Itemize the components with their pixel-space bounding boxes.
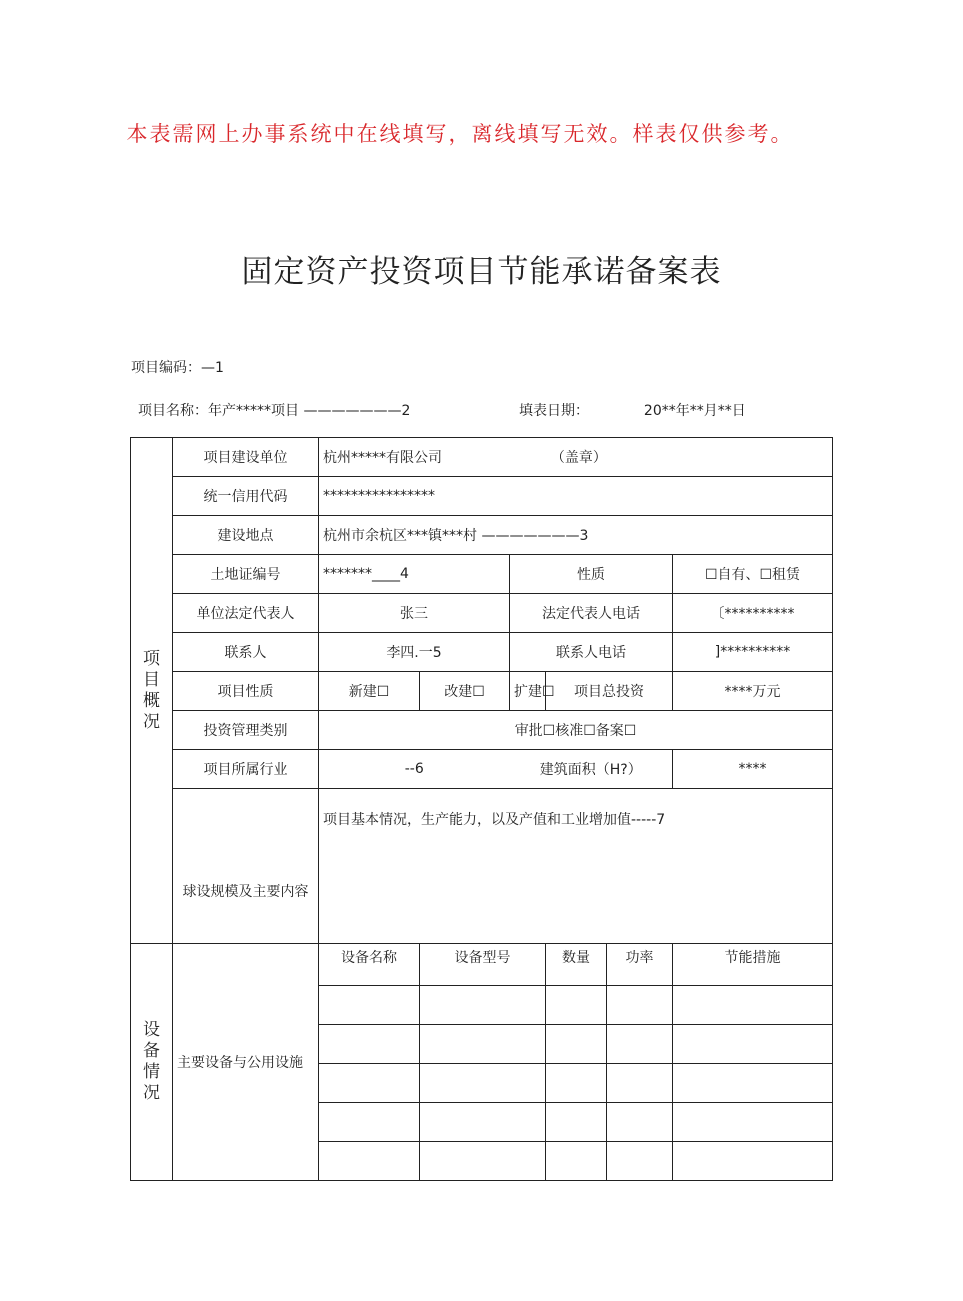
online-fill-notice: 本表需网上办事系统中在线填写，离线填写无效。样表仅供参考。	[126, 122, 794, 146]
header-equipment-name: 设备名称	[319, 944, 420, 986]
legal-phone-label: 法定代表人电话	[510, 594, 673, 633]
power-cell[interactable]	[607, 1025, 673, 1064]
contact-phone-label: 联系人电话	[510, 633, 673, 672]
site-value[interactable]: 杭州市余杭区***镇***村 ———————3	[319, 516, 833, 555]
area-value[interactable]: ****	[673, 750, 833, 789]
quantity-cell[interactable]	[546, 1103, 607, 1142]
site-label: 建设地点	[173, 516, 319, 555]
fill-date-label: 填表日期：	[519, 403, 589, 419]
header-equipment-model: 设备型号	[420, 944, 546, 986]
equipment-name-cell[interactable]	[319, 1142, 420, 1181]
energy-commitment-form	[130, 437, 833, 1181]
credit-label: 统一信用代码	[173, 477, 319, 516]
project-name: 项目名称：年产*****项目 ———————2	[138, 403, 411, 419]
equipment-model-cell[interactable]	[420, 1064, 546, 1103]
industry-value[interactable]: --6	[319, 750, 510, 789]
area-label: 建筑面积（H?）	[510, 750, 673, 789]
fill-date-value: 20**年**月**日	[643, 403, 746, 419]
equipment-name-cell[interactable]	[319, 1064, 420, 1103]
measures-cell[interactable]	[673, 1103, 833, 1142]
expand-checkbox[interactable]: 扩建☐	[510, 672, 546, 711]
contact-value[interactable]: 李四.一5	[319, 633, 510, 672]
equipment-model-cell[interactable]	[420, 1103, 546, 1142]
fill-date	[519, 400, 746, 420]
header-energy-measures: 节能措施	[673, 944, 833, 986]
rebuild-checkbox[interactable]: 改建☐	[420, 672, 510, 711]
quantity-cell[interactable]	[546, 1142, 607, 1181]
quantity-cell[interactable]	[546, 1025, 607, 1064]
section-overview: 项目概况	[131, 438, 173, 944]
measures-cell[interactable]	[673, 986, 833, 1025]
equipment-name-cell[interactable]	[319, 1025, 420, 1064]
measures-cell[interactable]	[673, 1064, 833, 1103]
equipment-model-cell[interactable]	[420, 1142, 546, 1181]
power-cell[interactable]	[607, 1142, 673, 1181]
unit-field[interactable]	[319, 438, 833, 477]
land-label: 土地证编号	[173, 555, 319, 594]
industry-label: 项目所属行业	[173, 750, 319, 789]
legal-label: 单位法定代表人	[173, 594, 319, 633]
legal-phone-value[interactable]: 〔**********	[673, 594, 833, 633]
equipment-name-cell[interactable]	[319, 1103, 420, 1142]
power-cell[interactable]	[607, 986, 673, 1025]
quantity-cell[interactable]	[546, 1064, 607, 1103]
credit-value[interactable]: ****************	[319, 477, 833, 516]
unit-value: 杭州*****有限公司	[323, 450, 442, 466]
mgmt-value[interactable]: 审批☐核准☐备案☐	[319, 711, 833, 750]
scale-value[interactable]: 项目基本情况，生产能力，以及产值和工业增加值-----7	[319, 789, 833, 944]
header-quantity: 数量	[546, 944, 607, 986]
nature-value[interactable]: ☐自有、☐租赁	[673, 555, 833, 594]
measures-cell[interactable]	[673, 1025, 833, 1064]
section-equipment: 设备情况	[131, 944, 173, 1181]
scale-label: 球设规模及主要内容	[173, 789, 319, 944]
equipment-name-cell[interactable]	[319, 986, 420, 1025]
unit-label: 项目建设单位	[173, 438, 319, 477]
contact-label: 联系人	[173, 633, 319, 672]
project-code: 项目编码：—1	[131, 360, 224, 376]
equipment-label: 主要设备与公用设施	[173, 944, 319, 1181]
nature-label: 性质	[510, 555, 673, 594]
seal-note: （盖章）	[550, 450, 607, 466]
mgmt-label: 投资管理类别	[173, 711, 319, 750]
project-nature-label: 项目性质	[173, 672, 319, 711]
invest-label: 项目总投资	[546, 672, 673, 711]
equipment-model-cell[interactable]	[420, 1025, 546, 1064]
header-power: 功率	[607, 944, 673, 986]
land-value[interactable]: *******____4	[319, 555, 510, 594]
power-cell[interactable]	[607, 1103, 673, 1142]
quantity-cell[interactable]	[546, 986, 607, 1025]
page-title: 固定资产投资项目节能承诺备案表	[241, 254, 722, 290]
power-cell[interactable]	[607, 1064, 673, 1103]
contact-phone-value[interactable]: ]**********	[673, 633, 833, 672]
invest-value[interactable]: ****万元	[673, 672, 833, 711]
equipment-model-cell[interactable]	[420, 986, 546, 1025]
new-build-checkbox[interactable]: 新建☐	[319, 672, 420, 711]
legal-value[interactable]: 张三	[319, 594, 510, 633]
measures-cell[interactable]	[673, 1142, 833, 1181]
